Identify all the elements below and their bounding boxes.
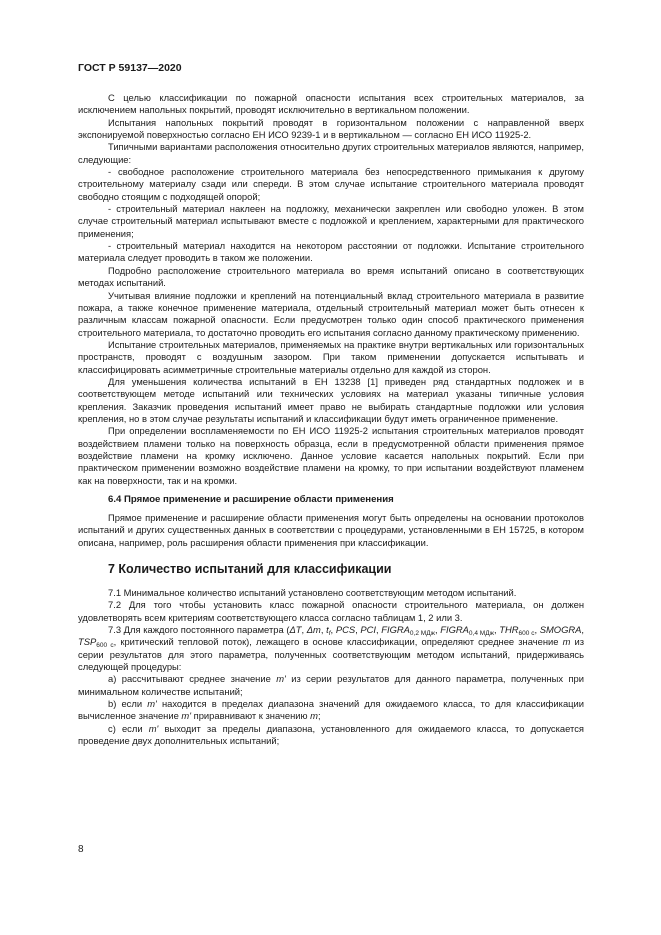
param: THR xyxy=(499,624,519,636)
standard-header: ГОСТ Р 59137—2020 xyxy=(78,62,182,74)
paragraph: Испытания напольных покрытий проводят в горизонтальном положении с направленной вверх экспонируемой поверхностью согласно ЕН ИСО 9239-1 и в вертикальном — согласно ЕН ИСО 11925-2. xyxy=(78,116,584,141)
paragraph: Учитывая влияние подложки и креплений на потенциальный вклад строительного материала в развитие пожара, а также конечное применение материала, отдельный строительный материал может быть отнесен к различным классам пожарной опасности. Если предусмотрен только один способ практического применения строительного материала, то достаточно проводить его испытания согласно данному практическому применению. xyxy=(78,289,584,338)
param: m' xyxy=(276,673,286,685)
page-number: 8 xyxy=(78,844,84,855)
subscript: 600 с xyxy=(518,630,535,638)
section-7-heading: 7 Количество испытаний для классификации xyxy=(108,562,392,577)
text: , xyxy=(320,624,327,636)
text: , xyxy=(355,624,361,636)
param: TSP xyxy=(78,636,97,648)
subscript: f xyxy=(328,630,331,638)
subscript: 0,4 МДж xyxy=(468,630,494,638)
text: находится в пределах диапазона значений для ожидаемого класса, то для классификации вычисленное значение xyxy=(78,698,584,722)
text: c) если xyxy=(108,722,149,734)
text: выходит за пределы диапазона, установленного для ожидаемого класса, то допускается проведение двух дополнительных испытаний; xyxy=(78,722,584,747)
param: m' xyxy=(148,722,159,734)
text: a) рассчитывают среднее значение xyxy=(108,673,277,685)
param: ΔT xyxy=(289,624,302,636)
paragraph: Подробно расположение строительного материала во время испытаний описано в соответствующих методах испытаний. xyxy=(78,264,584,289)
section-6-4-heading: 6.4 Прямое применение и расширение области применения xyxy=(108,494,394,505)
param: PCI xyxy=(360,624,376,636)
text: из серии результатов для этого параметра, полученных соответствующим методом испытаний, придерживаясь следующей процедуры: xyxy=(78,636,585,673)
paragraph: Типичными вариантами расположения относительно других строительных материалов являются, например, следующие: xyxy=(78,141,584,165)
list-item: - свободное расположение строительного материала без непосредственного примыкания к другому строительному материалу сзади или спереди. В этом случае испытание строительного материала проводят свободно стоящим с подходящей опорой; xyxy=(78,166,584,202)
param: m xyxy=(562,636,571,648)
subscript: 0,2 МДж xyxy=(409,630,435,638)
param: FIGRA xyxy=(440,624,469,636)
clause-7-1: 7.1 Минимальное количество испытаний установлено соответствующим методом испытаний. xyxy=(108,587,517,599)
clause-7-2: 7.2 Для того чтобы установить класс пожарной опасности строительного материала, он должен удовлетворять всем критериям соответствующего класса согласно таблицам 1, 2 или 3. xyxy=(78,599,584,623)
text: 7.3 Для каждого постоянного параметра ( xyxy=(108,624,290,636)
list-item-c xyxy=(78,723,584,748)
text: приравнивают к значению xyxy=(191,710,311,722)
text: , критический тепловой поток), лежащего в основе классификации, определяют среднее значение xyxy=(113,636,563,648)
param: m' xyxy=(181,710,192,722)
paragraph: При определении воспламеняемости по ЕН ИСО 11925-2 испытания строительных материалов проводят воздействием пламени только на поверхность образца, если в предусмотренной области применения прямое воздействие пламени на кромку исключено. Данное условие касается напольных покрытий. Если при практическом применении возможно воздействие пламени на кромку, то при испытании воздействуют пламенем как на поверхности, так и на кромки. xyxy=(78,425,584,486)
param: m xyxy=(310,710,318,722)
paragraph: С целью классификации по пожарной опасности испытания всех строительных материалов, за исключением напольных покрытий, проводят исключительно в вертикальном положении. xyxy=(78,92,584,116)
section-6-4-text: Прямое применение и расширение области применения могут быть определены на основании протоколов испытаний и других существенных данных в соответствии с процедурами, установленными в ЕН 15725, в котором описана, например, роль расширения области применения при классификации. xyxy=(78,512,584,548)
param: m' xyxy=(147,698,157,710)
param: SMOGRA xyxy=(539,624,582,636)
list-item-a xyxy=(78,673,584,698)
clause-7-3 xyxy=(78,624,584,673)
text: , xyxy=(434,624,441,636)
subscript: 600 с xyxy=(96,642,114,650)
param: FIGRA xyxy=(381,624,410,636)
param: PCS xyxy=(335,624,356,636)
paragraph: Для уменьшения количества испытаний в ЕН 13238 [1] приведен ряд стандартных подложек и в соответствующем методе испытаний или технических условиях на материал указаны типичные условия крепления. Заказчик проведения испытаний имеет право не выбирать стандартные подложки или условия крепления, но в этом случае результаты испытаний и классификации будут иметь ограниченное применение. xyxy=(78,375,584,424)
paragraph: Испытание строительных материалов, применяемых на практике внутри вертикальных или горизонтальных пространств, проводят с воздушным зазором. При таком применении допускается испытывать и классифицировать асимметричные строительные материалы отдельно для каждой из сторон. xyxy=(78,338,584,375)
list-item: - строительный материал находится на некотором расстоянии от подложки. Испытание строительного материала следует проводить в таком же положении. xyxy=(78,240,584,264)
param: Δm xyxy=(306,624,321,636)
text: , xyxy=(376,624,382,636)
text: , xyxy=(581,624,585,636)
document-body xyxy=(78,92,584,748)
text: , xyxy=(301,624,307,636)
text: ; xyxy=(317,710,321,722)
text: b) если xyxy=(108,698,148,710)
param: t xyxy=(326,624,329,636)
text: , xyxy=(534,624,540,636)
list-item-b xyxy=(78,698,584,723)
list-item: - строительный материал наклеен на подложку, механически закреплен или свободно уложен. В этом случае строительный материал испытывают вместе с подложкой и креплением, характерными для практического применения; xyxy=(78,203,584,239)
text: , xyxy=(493,624,500,636)
text: из серии результатов для данного параметра, полученных при минимальном количестве испытаний; xyxy=(78,673,584,697)
text: , xyxy=(330,624,336,636)
